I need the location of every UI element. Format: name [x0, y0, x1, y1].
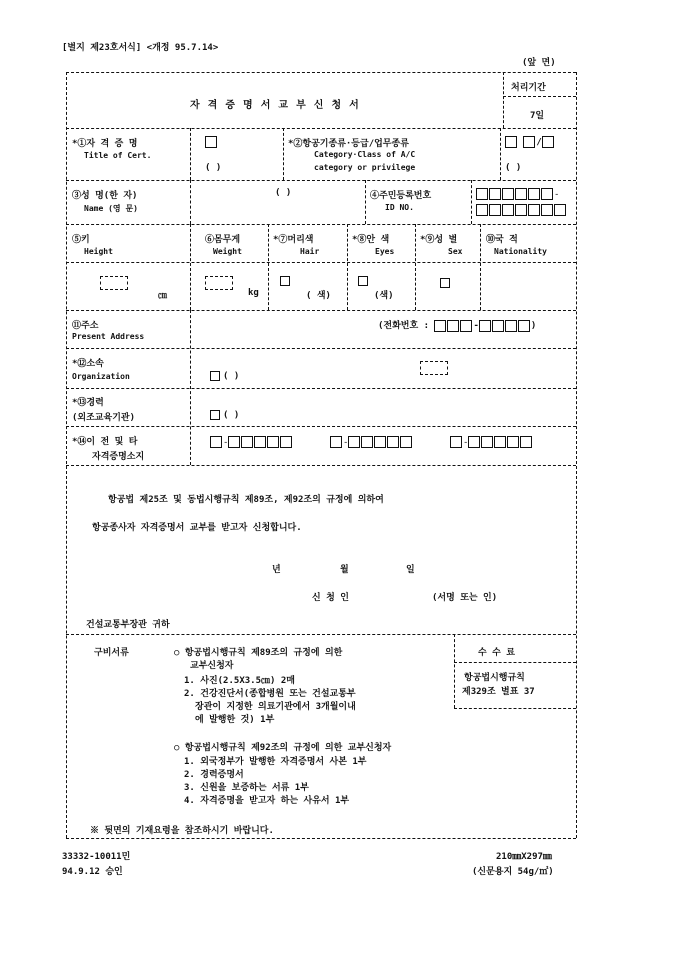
- career-label-2: (외조교육기관): [72, 413, 136, 423]
- name-paren[interactable]: ( ): [275, 188, 292, 198]
- frame-bottom: [66, 838, 576, 839]
- footer-size: 210㎜X297㎜: [496, 852, 552, 862]
- date-year: 년: [272, 565, 281, 575]
- weight-en: Weight: [213, 247, 242, 256]
- cert-paren[interactable]: ( ): [205, 163, 222, 173]
- cert-label: *①자 격 증 명: [72, 139, 138, 149]
- height-input[interactable]: [100, 276, 128, 293]
- frame-left: [66, 72, 67, 838]
- prev-cert-2[interactable]: -: [330, 436, 413, 448]
- declaration-line-1: 항공법 제25조 및 동법시행규칙 제89조, 제92조의 규정에 의하여: [108, 495, 384, 505]
- row-line-7: [66, 388, 576, 389]
- row-line-3: [66, 224, 576, 225]
- v11: [480, 224, 481, 310]
- category-label: *②항공기종류·등급/업무종류: [288, 139, 409, 149]
- category-checkbox[interactable]: /: [505, 136, 555, 148]
- sex-en: Sex: [448, 247, 463, 256]
- sex-input[interactable]: [440, 278, 453, 289]
- height-label: ⑤키: [72, 235, 90, 245]
- row-line-4: [66, 262, 576, 263]
- doc-item2-1: 1. 외국정부가 발행한 자격증명서 사본 1부: [184, 757, 367, 767]
- documents-label: 구비서류: [94, 648, 129, 658]
- prev-label: *⑭이 전 및 타: [72, 437, 138, 447]
- v10: [415, 224, 416, 310]
- career-input[interactable]: ( ): [210, 410, 239, 421]
- v2: [283, 128, 284, 180]
- processing-value: 7일: [530, 111, 545, 121]
- addressee: 건설교통부장관 귀하: [86, 620, 170, 630]
- applicant-label: 신 청 인: [312, 593, 349, 603]
- doc-item1-2b: 장관이 지정한 의료기관에서 3개월이내: [195, 702, 356, 712]
- doc-item1-2c: 에 발행한 것) 1부: [195, 715, 275, 725]
- processing-line: [503, 96, 576, 97]
- weight-label: ⑥몸무게: [205, 235, 241, 245]
- hair-input[interactable]: [280, 276, 293, 287]
- doc-item2-4: 4. 자격증명을 받고자 하는 사유서 1부: [184, 796, 350, 806]
- row-line-2: [66, 180, 576, 181]
- prev-cert-3[interactable]: -: [450, 436, 533, 448]
- weight-input[interactable]: [205, 276, 233, 293]
- fee-bottom: [454, 708, 576, 709]
- org-label: *⑫소속: [72, 359, 104, 369]
- row-line-8: [66, 426, 576, 427]
- footer-code: 33332-10011민: [62, 852, 131, 862]
- id-boxes-1[interactable]: -: [476, 188, 559, 200]
- hair-label: *⑦머리색: [273, 235, 314, 245]
- form-title: 자 격 증 명 서 교 부 신 청 서: [190, 100, 360, 111]
- id-boxes-2[interactable]: [476, 204, 567, 216]
- row-line-5: [66, 310, 576, 311]
- fee-line-2: 제329조 별표 37: [462, 687, 535, 697]
- doc-item1-head2: 교부신청자: [190, 661, 234, 671]
- category-en-2: category or privilege: [314, 163, 416, 172]
- cert-label-en: Title of Cert.: [84, 151, 152, 160]
- v3: [500, 128, 501, 180]
- height-en: Height: [84, 247, 113, 256]
- fee-label: 수 수 료: [478, 648, 515, 658]
- eyes-label: *⑧안 색: [352, 235, 390, 245]
- signature-label[interactable]: (서명 또는 인): [432, 593, 498, 603]
- weight-unit: kg: [248, 288, 259, 298]
- cert-checkbox[interactable]: [205, 136, 218, 148]
- address-label: ⑪주소: [72, 321, 99, 331]
- org-input[interactable]: ( ): [210, 371, 239, 382]
- processing-label: 처리기간: [511, 83, 546, 93]
- v6: [471, 180, 472, 224]
- v7: [190, 224, 191, 310]
- eyes-suffix: (색): [374, 291, 394, 301]
- v9: [347, 224, 348, 310]
- v1: [190, 128, 191, 180]
- page-side: (앞 면): [522, 58, 556, 68]
- date-month: 월: [340, 565, 349, 575]
- id-label-en: ID NO.: [385, 203, 414, 212]
- fee-line: [454, 662, 576, 663]
- org-en: Organization: [72, 372, 130, 381]
- phone-label: (전화번호 : - ): [378, 321, 537, 331]
- org-code-box[interactable]: [420, 361, 448, 378]
- id-label: ④주민등록번호: [370, 191, 432, 201]
- nation-en: Nationality: [494, 247, 547, 256]
- address-en: Present Address: [72, 332, 145, 341]
- date-day: 일: [406, 565, 415, 575]
- frame-right: [576, 72, 577, 838]
- v5: [365, 180, 366, 224]
- form-reference: [별지 제23호서식] <개정 95.7.14>: [62, 43, 219, 53]
- row-line-9: [66, 465, 576, 466]
- row-line-6: [66, 348, 576, 349]
- doc-item1-1: 1. 사진(2.5X3.5㎝) 2매: [184, 676, 295, 686]
- hair-en: Hair: [300, 247, 320, 256]
- frame-top: [66, 72, 576, 73]
- row-line-10: [66, 634, 576, 635]
- v4: [190, 180, 191, 224]
- fee-line-1: 항공법시행규칙: [464, 673, 525, 683]
- v8: [268, 224, 269, 310]
- height-unit: ㎝: [158, 291, 168, 301]
- doc-item1-2a: 2. 건강진단서(종합병원 또는 건설교통부: [184, 689, 356, 699]
- nation-label: ⑩국 적: [486, 235, 518, 245]
- hair-suffix: ( 색): [306, 291, 331, 301]
- doc-item2-3: 3. 신원을 보증하는 서류 1부: [184, 783, 309, 793]
- footer-approval: 94.9.12 승인: [62, 867, 123, 877]
- prev-label-2: 자격증명소지: [92, 452, 145, 462]
- doc-item2-2: 2. 경력증명서: [184, 770, 244, 780]
- fee-left: [454, 634, 455, 708]
- doc-item1-head: ○ 항공법시행규칙 제89조의 규정에 의한: [174, 648, 343, 658]
- name-label: ③성 명(한 자): [72, 191, 138, 201]
- footer-paper: (신문용지 54g/㎡): [472, 867, 554, 877]
- note: ※ 뒷면의 기재요령을 참조하시기 바랍니다.: [90, 826, 274, 836]
- name-label-en: Name (영 문): [84, 204, 138, 213]
- category-en-1: Category·Class of A/C: [314, 150, 416, 159]
- category-paren[interactable]: ( ): [505, 163, 522, 173]
- declaration-line-2: 항공종사자 자격증명서 교부를 받고자 신청합니다.: [92, 523, 302, 533]
- doc-item2-head: ○ 항공법시행규칙 제92조의 규정에 의한 교부신청자: [174, 743, 392, 753]
- processing-divider: [503, 72, 504, 128]
- eyes-input[interactable]: [358, 276, 371, 287]
- prev-cert-1[interactable]: -: [210, 436, 293, 448]
- eyes-en: Eyes: [375, 247, 395, 256]
- career-label: *⑬경력: [72, 398, 104, 408]
- sex-label: *⑨성 별: [420, 235, 458, 245]
